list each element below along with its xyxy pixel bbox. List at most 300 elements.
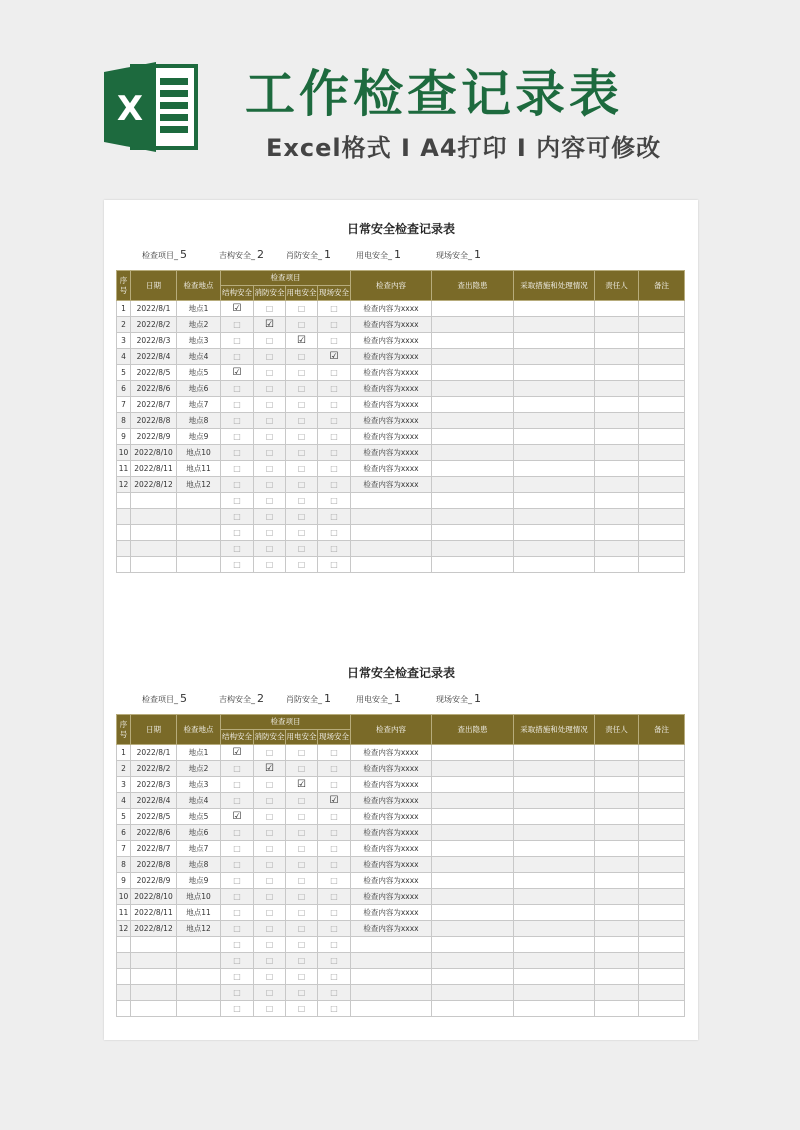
cell-measures[interactable]: [514, 969, 595, 985]
cell-measures[interactable]: [514, 365, 595, 381]
empty-box-icon[interactable]: □: [265, 416, 274, 425]
cell-check[interactable]: [286, 461, 318, 477]
cell-owner[interactable]: [595, 873, 639, 889]
cell-check[interactable]: [221, 745, 254, 761]
cell-measures[interactable]: [514, 397, 595, 413]
cell-check[interactable]: [286, 509, 318, 525]
cell-remark[interactable]: [639, 905, 685, 921]
cell-remark[interactable]: [639, 365, 685, 381]
cell-check[interactable]: [254, 921, 286, 937]
empty-box-icon[interactable]: □: [265, 876, 274, 885]
cell-measures[interactable]: [514, 857, 595, 873]
cell-check[interactable]: [286, 397, 318, 413]
cell-check[interactable]: [286, 429, 318, 445]
cell-check[interactable]: [221, 793, 254, 809]
cell-hazard[interactable]: [432, 905, 514, 921]
empty-box-icon[interactable]: □: [330, 908, 338, 917]
empty-box-icon[interactable]: □: [265, 924, 274, 933]
cell-remark[interactable]: [639, 301, 685, 317]
cell-check[interactable]: [286, 921, 318, 937]
cell-check[interactable]: [221, 921, 254, 937]
empty-box-icon[interactable]: □: [330, 496, 338, 505]
cell-check[interactable]: [221, 413, 254, 429]
cell-hazard[interactable]: [432, 857, 514, 873]
cell-check[interactable]: [221, 461, 254, 477]
empty-box-icon[interactable]: □: [297, 560, 306, 569]
empty-box-icon[interactable]: □: [330, 748, 338, 757]
cell-check[interactable]: [254, 1001, 286, 1017]
empty-box-icon[interactable]: □: [265, 940, 274, 949]
cell-hazard[interactable]: [432, 745, 514, 761]
cell-check[interactable]: [221, 493, 254, 509]
cell-measures[interactable]: [514, 381, 595, 397]
empty-box-icon[interactable]: □: [297, 368, 306, 377]
empty-box-icon[interactable]: □: [233, 780, 241, 789]
empty-box-icon[interactable]: □: [330, 828, 338, 837]
cell-check[interactable]: [286, 477, 318, 493]
cell-check[interactable]: [221, 317, 254, 333]
empty-box-icon[interactable]: □: [233, 560, 241, 569]
cell-measures[interactable]: [514, 461, 595, 477]
empty-box-icon[interactable]: □: [233, 828, 241, 837]
empty-box-icon[interactable]: □: [297, 1004, 306, 1013]
cell-owner[interactable]: [595, 493, 639, 509]
empty-box-icon[interactable]: □: [330, 860, 338, 869]
cell-measures[interactable]: [514, 889, 595, 905]
empty-box-icon[interactable]: □: [233, 480, 241, 489]
empty-box-icon[interactable]: □: [265, 1004, 274, 1013]
cell-check[interactable]: [254, 493, 286, 509]
cell-owner[interactable]: [595, 937, 639, 953]
cell-remark[interactable]: [639, 873, 685, 889]
cell-remark[interactable]: [639, 889, 685, 905]
cell-measures[interactable]: [514, 793, 595, 809]
cell-check[interactable]: [318, 413, 351, 429]
empty-box-icon[interactable]: □: [233, 876, 241, 885]
cell-check[interactable]: [254, 429, 286, 445]
empty-box-icon[interactable]: □: [297, 496, 306, 505]
empty-box-icon[interactable]: □: [265, 908, 274, 917]
cell-remark[interactable]: [639, 349, 685, 365]
cell-check[interactable]: [254, 761, 286, 777]
cell-measures[interactable]: [514, 317, 595, 333]
cell-check[interactable]: [286, 525, 318, 541]
cell-measures[interactable]: [514, 953, 595, 969]
empty-box-icon[interactable]: □: [233, 988, 241, 997]
cell-remark[interactable]: [639, 761, 685, 777]
cell-check[interactable]: [318, 381, 351, 397]
cell-measures[interactable]: [514, 777, 595, 793]
empty-box-icon[interactable]: □: [297, 400, 306, 409]
cell-remark[interactable]: [639, 809, 685, 825]
empty-box-icon[interactable]: □: [233, 972, 241, 981]
empty-box-icon[interactable]: □: [233, 320, 241, 329]
cell-check[interactable]: [318, 493, 351, 509]
checked-box-icon[interactable]: ☑: [329, 795, 339, 806]
cell-owner[interactable]: [595, 541, 639, 557]
empty-box-icon[interactable]: □: [297, 416, 306, 425]
empty-box-icon[interactable]: □: [330, 924, 338, 933]
cell-remark[interactable]: [639, 477, 685, 493]
cell-check[interactable]: [254, 381, 286, 397]
cell-check[interactable]: [221, 841, 254, 857]
empty-box-icon[interactable]: □: [265, 480, 274, 489]
cell-check[interactable]: [254, 461, 286, 477]
cell-check[interactable]: [221, 889, 254, 905]
cell-owner[interactable]: [595, 349, 639, 365]
empty-box-icon[interactable]: □: [330, 448, 338, 457]
cell-owner[interactable]: [595, 333, 639, 349]
cell-check[interactable]: [221, 873, 254, 889]
cell-measures[interactable]: [514, 745, 595, 761]
empty-box-icon[interactable]: □: [330, 464, 338, 473]
empty-box-icon[interactable]: □: [297, 812, 306, 821]
cell-measures[interactable]: [514, 809, 595, 825]
cell-owner[interactable]: [595, 301, 639, 317]
cell-check[interactable]: [318, 541, 351, 557]
cell-remark[interactable]: [639, 333, 685, 349]
cell-check[interactable]: [286, 953, 318, 969]
empty-box-icon[interactable]: □: [297, 528, 306, 537]
checked-box-icon[interactable]: ☑: [232, 811, 242, 822]
cell-hazard[interactable]: [432, 445, 514, 461]
cell-check[interactable]: [286, 541, 318, 557]
empty-box-icon[interactable]: □: [330, 528, 338, 537]
cell-check[interactable]: [254, 793, 286, 809]
cell-check[interactable]: [318, 525, 351, 541]
cell-check[interactable]: [318, 777, 351, 793]
cell-check[interactable]: [318, 317, 351, 333]
cell-measures[interactable]: [514, 349, 595, 365]
cell-owner[interactable]: [595, 761, 639, 777]
cell-remark[interactable]: [639, 841, 685, 857]
cell-check[interactable]: [221, 857, 254, 873]
cell-check[interactable]: [318, 953, 351, 969]
cell-remark[interactable]: [639, 429, 685, 445]
cell-check[interactable]: [318, 857, 351, 873]
cell-remark[interactable]: [639, 525, 685, 541]
cell-check[interactable]: [286, 445, 318, 461]
empty-box-icon[interactable]: □: [265, 988, 274, 997]
cell-owner[interactable]: [595, 317, 639, 333]
cell-check[interactable]: [221, 525, 254, 541]
empty-box-icon[interactable]: □: [297, 432, 306, 441]
empty-box-icon[interactable]: □: [265, 828, 274, 837]
empty-box-icon[interactable]: □: [330, 972, 338, 981]
empty-box-icon[interactable]: □: [297, 352, 306, 361]
cell-owner[interactable]: [595, 777, 639, 793]
cell-check[interactable]: [254, 985, 286, 1001]
cell-hazard[interactable]: [432, 509, 514, 525]
cell-measures[interactable]: [514, 921, 595, 937]
cell-check[interactable]: [221, 557, 254, 573]
cell-owner[interactable]: [595, 525, 639, 541]
cell-check[interactable]: [221, 809, 254, 825]
cell-measures[interactable]: [514, 541, 595, 557]
cell-owner[interactable]: [595, 509, 639, 525]
cell-owner[interactable]: [595, 429, 639, 445]
cell-measures[interactable]: [514, 825, 595, 841]
empty-box-icon[interactable]: □: [330, 368, 338, 377]
cell-check[interactable]: [286, 809, 318, 825]
cell-hazard[interactable]: [432, 873, 514, 889]
cell-check[interactable]: [254, 445, 286, 461]
empty-box-icon[interactable]: □: [330, 384, 338, 393]
cell-hazard[interactable]: [432, 461, 514, 477]
cell-measures[interactable]: [514, 937, 595, 953]
cell-check[interactable]: [221, 937, 254, 953]
cell-check[interactable]: [254, 333, 286, 349]
cell-check[interactable]: [286, 825, 318, 841]
cell-hazard[interactable]: [432, 825, 514, 841]
empty-box-icon[interactable]: □: [265, 528, 274, 537]
empty-box-icon[interactable]: □: [265, 464, 274, 473]
empty-box-icon[interactable]: □: [233, 544, 241, 553]
empty-box-icon[interactable]: □: [330, 780, 338, 789]
cell-owner[interactable]: [595, 793, 639, 809]
cell-hazard[interactable]: [432, 429, 514, 445]
empty-box-icon[interactable]: □: [297, 828, 306, 837]
cell-owner[interactable]: [595, 889, 639, 905]
cell-owner[interactable]: [595, 461, 639, 477]
cell-owner[interactable]: [595, 809, 639, 825]
cell-owner[interactable]: [595, 413, 639, 429]
cell-check[interactable]: [318, 509, 351, 525]
empty-box-icon[interactable]: □: [297, 956, 306, 965]
cell-measures[interactable]: [514, 557, 595, 573]
empty-box-icon[interactable]: □: [265, 972, 274, 981]
cell-owner[interactable]: [595, 445, 639, 461]
cell-check[interactable]: [286, 841, 318, 857]
cell-check[interactable]: [318, 477, 351, 493]
cell-measures[interactable]: [514, 429, 595, 445]
cell-check[interactable]: [254, 541, 286, 557]
cell-check[interactable]: [221, 1001, 254, 1017]
cell-hazard[interactable]: [432, 333, 514, 349]
cell-hazard[interactable]: [432, 413, 514, 429]
cell-check[interactable]: [221, 349, 254, 365]
cell-check[interactable]: [254, 953, 286, 969]
cell-measures[interactable]: [514, 525, 595, 541]
cell-check[interactable]: [221, 397, 254, 413]
empty-box-icon[interactable]: □: [297, 940, 306, 949]
empty-box-icon[interactable]: □: [265, 844, 274, 853]
empty-box-icon[interactable]: □: [297, 860, 306, 869]
cell-check[interactable]: [318, 937, 351, 953]
cell-check[interactable]: [286, 381, 318, 397]
cell-check[interactable]: [221, 761, 254, 777]
cell-hazard[interactable]: [432, 841, 514, 857]
empty-box-icon[interactable]: □: [297, 988, 306, 997]
cell-check[interactable]: [286, 413, 318, 429]
cell-check[interactable]: [318, 809, 351, 825]
cell-check[interactable]: [221, 953, 254, 969]
cell-owner[interactable]: [595, 745, 639, 761]
cell-measures[interactable]: [514, 905, 595, 921]
cell-check[interactable]: [254, 825, 286, 841]
cell-remark[interactable]: [639, 857, 685, 873]
cell-remark[interactable]: [639, 745, 685, 761]
cell-measures[interactable]: [514, 301, 595, 317]
cell-remark[interactable]: [639, 317, 685, 333]
empty-box-icon[interactable]: □: [233, 1004, 241, 1013]
empty-box-icon[interactable]: □: [297, 764, 306, 773]
cell-check[interactable]: [286, 793, 318, 809]
cell-check[interactable]: [254, 557, 286, 573]
empty-box-icon[interactable]: □: [330, 336, 338, 345]
cell-check[interactable]: [286, 857, 318, 873]
cell-check[interactable]: [318, 557, 351, 573]
cell-check[interactable]: [286, 493, 318, 509]
empty-box-icon[interactable]: □: [297, 480, 306, 489]
cell-owner[interactable]: [595, 969, 639, 985]
empty-box-icon[interactable]: □: [330, 400, 338, 409]
cell-check[interactable]: [221, 381, 254, 397]
cell-measures[interactable]: [514, 413, 595, 429]
cell-owner[interactable]: [595, 397, 639, 413]
cell-check[interactable]: [318, 745, 351, 761]
empty-box-icon[interactable]: □: [233, 384, 241, 393]
cell-check[interactable]: [318, 349, 351, 365]
cell-hazard[interactable]: [432, 365, 514, 381]
cell-check[interactable]: [318, 825, 351, 841]
cell-owner[interactable]: [595, 953, 639, 969]
empty-box-icon[interactable]: □: [330, 844, 338, 853]
cell-remark[interactable]: [639, 793, 685, 809]
cell-hazard[interactable]: [432, 381, 514, 397]
cell-check[interactable]: [318, 397, 351, 413]
cell-check[interactable]: [254, 397, 286, 413]
empty-box-icon[interactable]: □: [265, 812, 274, 821]
cell-check[interactable]: [254, 745, 286, 761]
empty-box-icon[interactable]: □: [265, 956, 274, 965]
cell-remark[interactable]: [639, 461, 685, 477]
cell-check[interactable]: [221, 333, 254, 349]
cell-check[interactable]: [318, 1001, 351, 1017]
cell-check[interactable]: [286, 889, 318, 905]
cell-check[interactable]: [254, 525, 286, 541]
cell-remark[interactable]: [639, 825, 685, 841]
cell-measures[interactable]: [514, 841, 595, 857]
cell-remark[interactable]: [639, 969, 685, 985]
checked-box-icon[interactable]: ☑: [265, 319, 274, 330]
cell-owner[interactable]: [595, 825, 639, 841]
empty-box-icon[interactable]: □: [330, 432, 338, 441]
cell-owner[interactable]: [595, 921, 639, 937]
empty-box-icon[interactable]: □: [330, 876, 338, 885]
cell-hazard[interactable]: [432, 557, 514, 573]
cell-check[interactable]: [286, 349, 318, 365]
cell-hazard[interactable]: [432, 985, 514, 1001]
cell-check[interactable]: [318, 461, 351, 477]
empty-box-icon[interactable]: □: [297, 876, 306, 885]
cell-check[interactable]: [286, 301, 318, 317]
checked-box-icon[interactable]: ☑: [232, 303, 242, 314]
cell-hazard[interactable]: [432, 541, 514, 557]
cell-check[interactable]: [286, 1001, 318, 1017]
cell-check[interactable]: [221, 985, 254, 1001]
cell-check[interactable]: [221, 365, 254, 381]
cell-remark[interactable]: [639, 509, 685, 525]
cell-check[interactable]: [286, 969, 318, 985]
empty-box-icon[interactable]: □: [330, 892, 338, 901]
cell-hazard[interactable]: [432, 317, 514, 333]
cell-owner[interactable]: [595, 905, 639, 921]
cell-hazard[interactable]: [432, 301, 514, 317]
cell-hazard[interactable]: [432, 777, 514, 793]
empty-box-icon[interactable]: □: [297, 844, 306, 853]
cell-measures[interactable]: [514, 1001, 595, 1017]
empty-box-icon[interactable]: □: [297, 748, 306, 757]
cell-check[interactable]: [254, 413, 286, 429]
cell-check[interactable]: [221, 777, 254, 793]
empty-box-icon[interactable]: □: [330, 764, 338, 773]
cell-check[interactable]: [254, 809, 286, 825]
empty-box-icon[interactable]: □: [233, 892, 241, 901]
cell-measures[interactable]: [514, 477, 595, 493]
cell-hazard[interactable]: [432, 477, 514, 493]
checked-box-icon[interactable]: ☑: [329, 351, 339, 362]
cell-owner[interactable]: [595, 381, 639, 397]
cell-check[interactable]: [286, 317, 318, 333]
empty-box-icon[interactable]: □: [330, 956, 338, 965]
checked-box-icon[interactable]: ☑: [265, 763, 274, 774]
cell-hazard[interactable]: [432, 761, 514, 777]
checked-box-icon[interactable]: ☑: [232, 367, 242, 378]
cell-check[interactable]: [286, 873, 318, 889]
cell-hazard[interactable]: [432, 969, 514, 985]
cell-hazard[interactable]: [432, 525, 514, 541]
cell-hazard[interactable]: [432, 809, 514, 825]
cell-remark[interactable]: [639, 1001, 685, 1017]
cell-check[interactable]: [286, 937, 318, 953]
cell-check[interactable]: [318, 873, 351, 889]
empty-box-icon[interactable]: □: [330, 320, 338, 329]
cell-check[interactable]: [221, 429, 254, 445]
empty-box-icon[interactable]: □: [265, 448, 274, 457]
cell-remark[interactable]: [639, 493, 685, 509]
cell-check[interactable]: [221, 477, 254, 493]
empty-box-icon[interactable]: □: [330, 812, 338, 821]
empty-box-icon[interactable]: □: [265, 336, 274, 345]
cell-hazard[interactable]: [432, 889, 514, 905]
empty-box-icon[interactable]: □: [233, 352, 241, 361]
cell-check[interactable]: [286, 761, 318, 777]
empty-box-icon[interactable]: □: [265, 368, 274, 377]
cell-check[interactable]: [318, 365, 351, 381]
empty-box-icon[interactable]: □: [330, 416, 338, 425]
cell-check[interactable]: [221, 445, 254, 461]
cell-measures[interactable]: [514, 445, 595, 461]
empty-box-icon[interactable]: □: [233, 336, 241, 345]
cell-measures[interactable]: [514, 509, 595, 525]
cell-hazard[interactable]: [432, 953, 514, 969]
cell-hazard[interactable]: [432, 937, 514, 953]
cell-measures[interactable]: [514, 333, 595, 349]
cell-owner[interactable]: [595, 1001, 639, 1017]
checked-box-icon[interactable]: ☑: [297, 335, 306, 346]
cell-check[interactable]: [286, 745, 318, 761]
cell-measures[interactable]: [514, 873, 595, 889]
empty-box-icon[interactable]: □: [233, 448, 241, 457]
empty-box-icon[interactable]: □: [233, 956, 241, 965]
empty-box-icon[interactable]: □: [330, 988, 338, 997]
empty-box-icon[interactable]: □: [265, 796, 274, 805]
cell-check[interactable]: [254, 509, 286, 525]
cell-check[interactable]: [254, 857, 286, 873]
empty-box-icon[interactable]: □: [265, 512, 274, 521]
cell-owner[interactable]: [595, 557, 639, 573]
